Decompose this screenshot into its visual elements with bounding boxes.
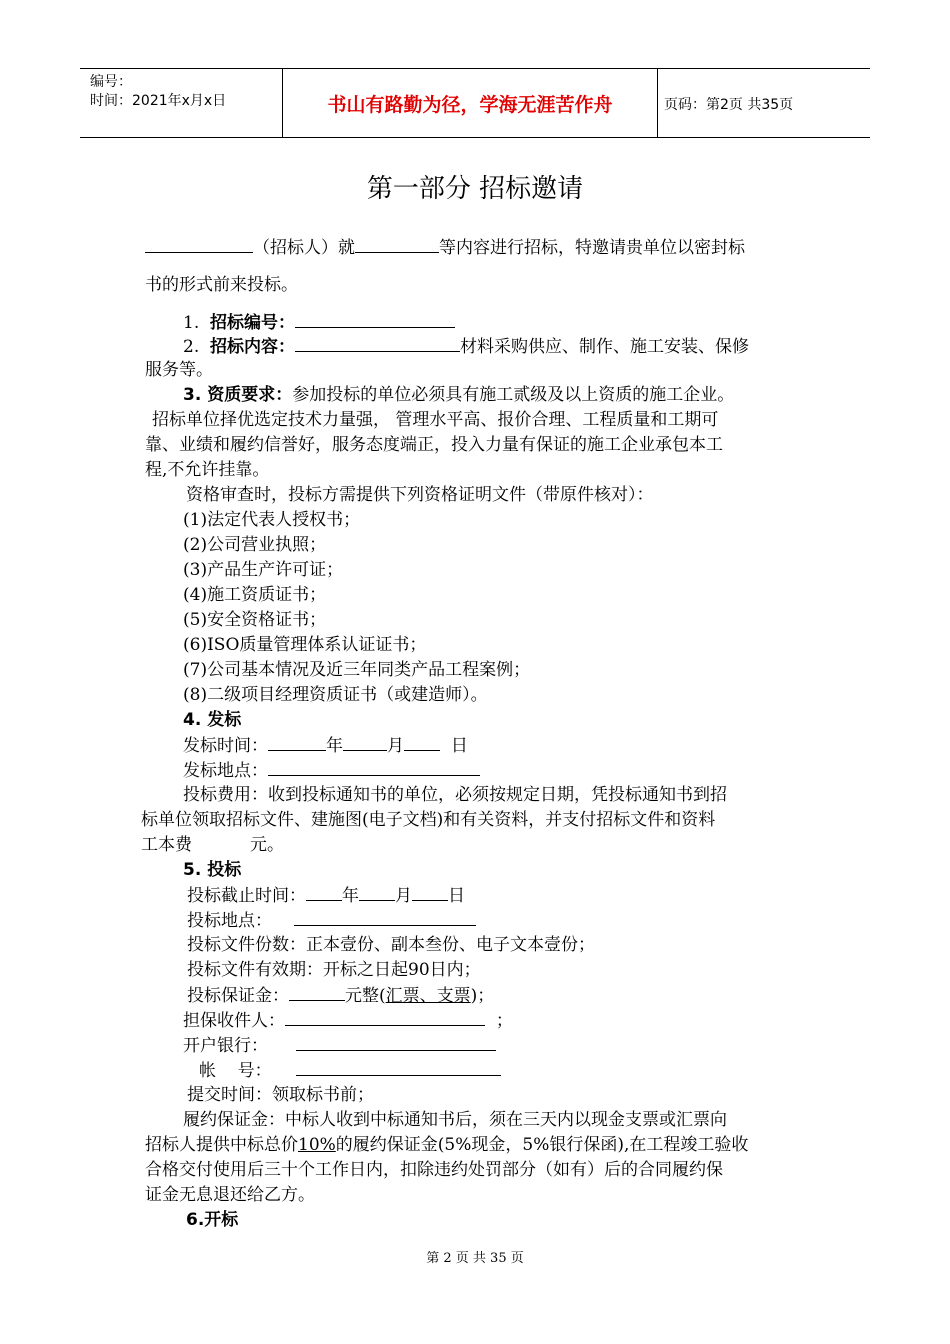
perf-line-4: 证金无息退还给乙方。 [145,1185,315,1205]
fee-line-2: 标单位领取招标文件、建施图(电子文档)和有关资料，并支付招标文件和资料 [141,810,716,830]
fee-line-3: 工本费 元。 [141,835,284,855]
header-motto: 书山有路勤为径，学海无涯苦作舟 [282,69,658,137]
header-time: 时间：2021年x月x日 [90,93,227,109]
blank-bid-content [295,335,460,352]
intro-line-1: （招标人）就 等内容进行招标，特邀请贵单位以密封标 [145,236,745,259]
item-3-p3: 程,不允许挂靠。 [145,460,270,480]
item-2-cont: 服务等。 [145,360,213,380]
header-number: 编号： [90,74,132,90]
doc-item-8: (8)二级项目经理资质证书（或建造师）。 [183,685,488,705]
doc-item-3: (3)产品生产许可证； [183,560,344,580]
deposit-receiver: 担保收件人： ； [183,1011,513,1031]
perf-line-1: 履约保证金：中标人收到中标通知书后，须在三天内以现金支票或汇票向 [183,1110,727,1130]
doc-item-6: (6)ISO质量管理体系认证证书； [183,635,427,655]
intro-line-2: 书的形式前来投标。 [145,275,298,295]
bid-place: 投标地点： [187,909,476,932]
page-header [80,68,870,138]
item-3-p1: 招标单位择优选定技术力量强， 管理水平高、报价合理、工程质量和工期可 [152,410,719,430]
deposit-account: 帐 号： [199,1059,501,1082]
doc-item-4: (4)施工资质证书； [183,585,327,605]
bid-deposit: 投标保证金： 元整(汇票、支票)； [187,986,495,1006]
bid-deadline: 投标截止时间： 年 月 日 [187,886,465,906]
bid-copies: 投标文件份数：正本壹份、副本叁份、电子文本壹份； [187,935,595,955]
section-6-heading: 6.开标 [186,1210,239,1230]
review-text: 资格审查时，投标方需提供下列资格证明文件（带原件核对）： [186,485,654,505]
item-3-p2: 靠、业绩和履约信誉好，服务态度端正，投入力量有保证的施工企业承包本工 [145,435,723,455]
page-footer: 第 2 页 共 35 页 [426,1251,524,1266]
perf-line-3: 合格交付使用后三十个工作日内，扣除违约处罚部分（如有）后的合同履约保 [145,1160,723,1180]
header-meta [90,73,226,111]
deposit-bank: 开户银行： [183,1034,496,1057]
perf-line-2: 招标人提供中标总价10%的履约保证金(5%现金，5%银行保函),在工程竣工验收 [145,1135,749,1155]
issue-time: 发标时间： 年 月 日 [183,736,468,756]
blank-bid-number [295,311,455,328]
bid-validity: 投标文件有效期：开标之日起90日内； [187,960,481,980]
submit-time: 提交时间：领取标书前； [187,1085,374,1105]
section-5-heading: 5. 投标 [183,860,242,880]
doc-item-5: (5)安全资格证书； [183,610,327,630]
issue-place: 发标地点： [183,759,480,782]
blank-content [355,236,439,253]
blank-tenderer [145,236,253,253]
page-title: 第一部分 招标邀请 [366,174,584,204]
item-2: 2. 招标内容： 材料采购供应、制作、施工安装、保修 [183,337,750,357]
fee-line-1: 投标费用：收到投标通知书的单位，必须按规定日期，凭投标通知书到招 [183,785,727,805]
doc-item-2: (2)公司营业执照； [183,535,327,555]
item-1: 1. 招标编号： [183,311,455,334]
section-4-heading: 4. 发标 [183,710,242,730]
item-3: 3. 资质要求：参加投标的单位必须具有施工贰级及以上资质的施工企业。 [183,385,735,405]
doc-item-1: (1)法定代表人授权书； [183,510,361,530]
doc-item-7: (7)公司基本情况及近三年同类产品工程案例； [183,660,531,680]
header-page-info: 页码：第2页 共35页 [664,97,794,113]
